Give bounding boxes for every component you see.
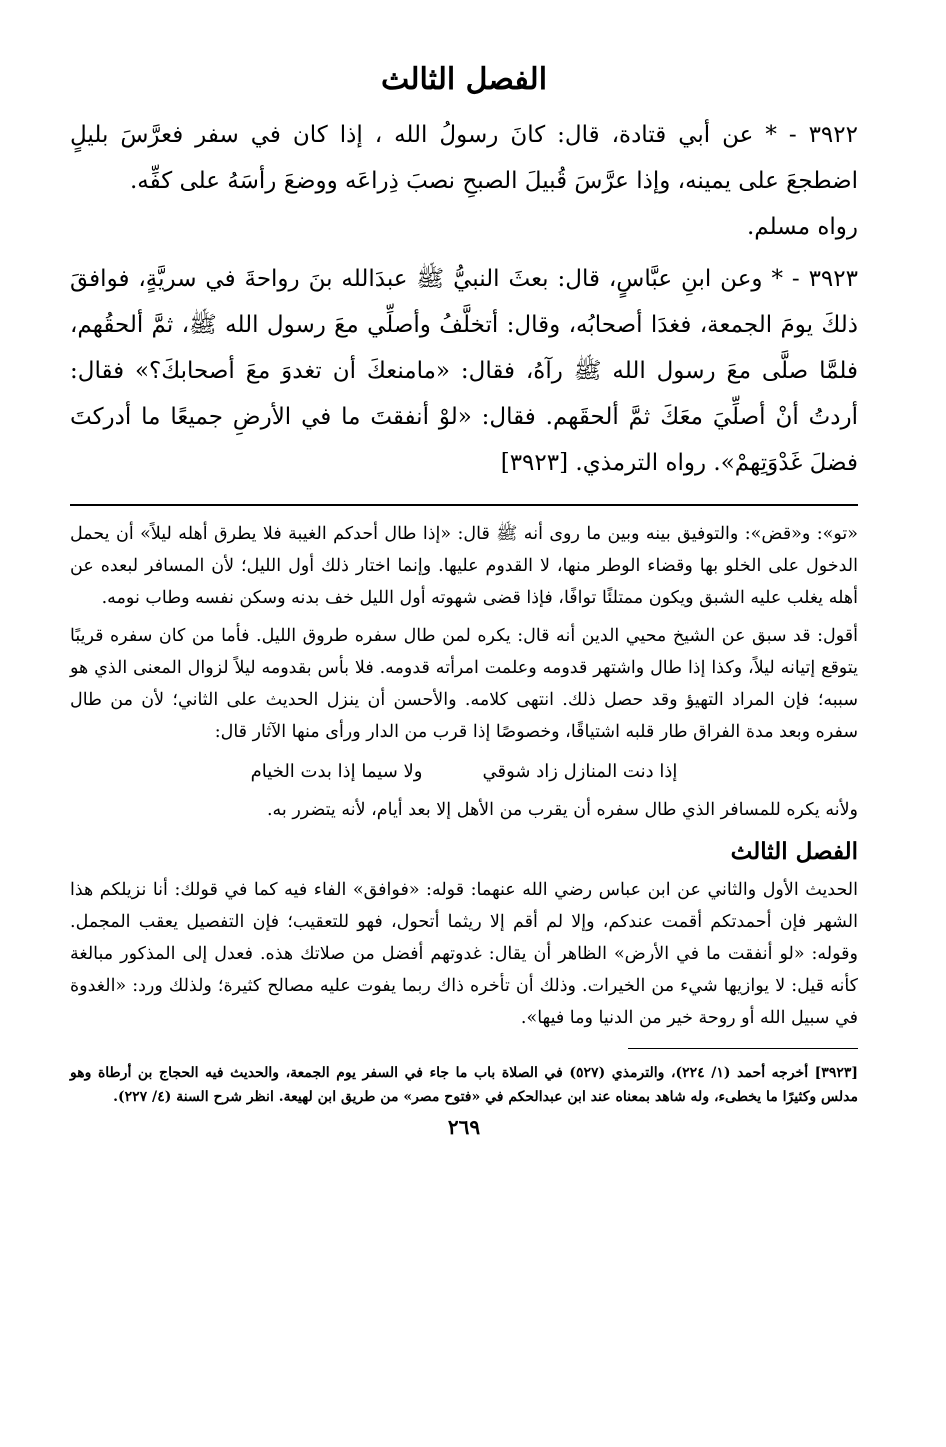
commentary-para-1: «تو»: و«قض»: والتوفيق بينه وبين ما روى أنه ﷺ قال: «إذا طال أحدكم الغيبة فلا يطرق أهله ليلاً» أن يحمل الدخول على الخلو بها وقضاء الوطر منها، لا القدوم عليها. وإنما اختار ذلك أول الليل؛ لأن المسافر لبعده عن أهله يغلب عليه الشبق ويكون ممتلئًا توافًا، فإذا قضى شهوته أول الليل خف بدنه وسكن نفسه وطاب نومه. <box>70 524 858 608</box>
commentary-para-4: الحديث الأول والثاني عن ابن عباس رضي الله عنهما: قوله: «فوافق» الفاء فيه كما في قولك: أنا نزيلكم هذا الشهر فإن أحمدتكم أقمت عندكم، وإلا لم أقم إلا ريثما أتحول، فهو للتعقيب؛ فإن التفصيل يعقب المجمل. وقوله: «لو أنفقت ما في الأرض» الظاهر أن يقال: غدوتهم أفضل من صلاتك هذه. فعدل إلى المذكور مبالغة كأنه قيل: لا يوازيها شيء من الخيرات. وذلك أن تأخره ذاك ربما يفوت عليه مصالح كثيرة؛ ولذلك ورد: «الغدوة في سبيل الله أو روحة خير من الدنيا وما فيها». <box>70 880 858 1028</box>
hadith-3923-body: ٣٩٢٣ - * وعن ابنِ عبَّاسٍ، قال: بعثَ النبيُّ ﷺ عبدَالله بنَ رواحةَ في سريَّةٍ، فوافقَ ذلكَ يومَ الجمعة، فغدَا أصحابُه، وقال: أتخلَّفُ وأصلِّي معَ رسول الله ﷺ، ثمَّ ألحقُهم، فلمَّا صلَّى معَ رسول الله ﷺ رآهُ، فقال: «مامنعكَ أن تغدوَ معَ أصحابكَ؟» فقال: أردتُ أنْ أصلِّيَ معَكَ ثمَّ ألحقَهم. فقال: «لوْ أنفقتَ ما في الأرضِ جميعًا ما أدركتَ فضلَ غَدْوَتِهمْ». رواه الترمذي. <box>70 266 858 476</box>
hadith-3922-text: ٣٩٢٢ - * عن أبي قتادة، قال: كانَ رسولُ الله ، إذا كان في سفر فعرَّسَ بليلٍ اضطجعَ على يمينه، وإذا عرَّسَ قُبيلَ الصبحِ نصبَ ذِراعَه ووضعَ رأسَهُ على كفِّه. <box>70 122 858 194</box>
section-subheading: الفصل الثالث <box>730 838 858 865</box>
hadith-3923 <box>70 256 858 486</box>
verse-second-hemistich: ولا سيما إذا بدت الخيام <box>250 761 423 782</box>
page-title: الفصل الثالث <box>380 62 548 97</box>
page-number: ٢٦٩ <box>447 1115 481 1139</box>
footnote-divider <box>628 1048 858 1049</box>
hadith-3923-text <box>70 256 858 486</box>
commentary-para-2: أقول: قد سبق عن الشيخ محيي الدين أنه قال: يكره لمن طال سفره طروق الليل. فأما من كان سفره قريبًا يتوقع إتيانه ليلاً، وكذا إذا طال واشتهر قدومه وعلمت امرأته قدومه. فلا بأس بقدومه ليلاً لزوال المعنى الذي هو سببه؛ فإن المراد التهيؤ وقد حصل ذلك. انتهى كلامه. والأحسن أن ينزل الحديث على الثاني؛ لأن من طال سفره وبعد مدة الفراق طار قلبه اشتياقًا، وخصوصًا إذا قرب من الدار ورأى منها الآثار قال: <box>70 626 858 742</box>
document-page <box>0 60 946 1447</box>
hadith-3923-ref: [٣٩٢٣] <box>500 450 569 476</box>
verse-first-hemistich: إذا دنت المنازل زاد شوقي <box>482 761 678 782</box>
hadith-3922-source: رواه مسلم. <box>746 214 858 240</box>
commentary-para-3: ولأنه يكره للمسافر الذي طال سفره أن يقرب من الأهل إلا بعد أيام، لأنه يتضرر به. <box>266 800 858 820</box>
footnote: [٣٩٢٣] أخرجه أحمد (١/ ٢٢٤)، والترمذي (٥٢٧) في الصلاة باب ما جاء في السفر يوم الجمعة، والحديث فيه الحجاج بن أرطاة وهو مدلس وكثيرًا ما يخطىء، وله شاهد بمعناه عند ابن عبدالحكم في «فتوح مصر» من طريق ابن لهيعة. انظر شرح السنة (٤/ ٢٢٧). <box>70 1065 858 1105</box>
poetry-verse <box>70 754 858 790</box>
hadith-3922 <box>70 112 858 250</box>
section-divider <box>70 504 858 506</box>
commentary-section <box>70 518 858 1034</box>
